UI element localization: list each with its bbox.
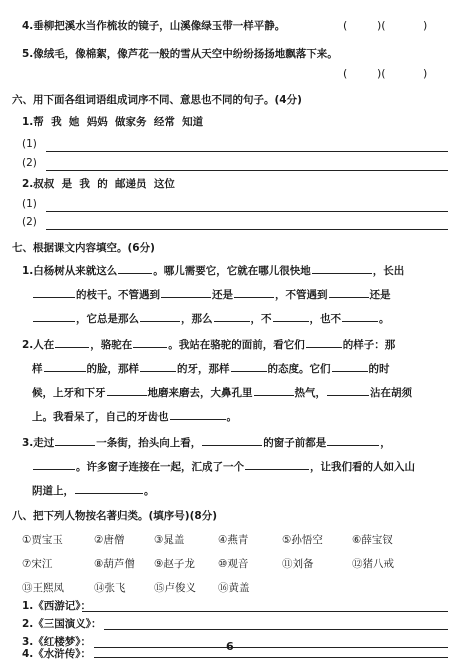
sec6-q1	[22, 114, 203, 129]
blank[interactable]	[33, 286, 75, 298]
text: 沾在胡须	[370, 387, 412, 399]
blank[interactable]	[33, 458, 75, 470]
char-11: ⑪刘备	[282, 558, 314, 570]
blank[interactable]	[55, 434, 95, 446]
item-text: 像绒毛，像棉絮，像芦花一般的雪从天空中纷纷扬扬地飘落下来。	[33, 48, 338, 60]
sec7-q1-line3	[32, 310, 390, 326]
sec5-item-4	[22, 18, 285, 33]
answer-line[interactable]	[94, 657, 448, 658]
text: ，不	[250, 313, 272, 325]
q-number: 1.	[22, 116, 34, 128]
blank-label-1: (1)	[22, 138, 37, 150]
text: 。哪儿需要它，它就在哪儿很快地	[153, 265, 311, 277]
paren-close: )	[423, 67, 428, 80]
text: 一条街，抬头向上看，	[96, 437, 202, 449]
text: 还是	[369, 289, 391, 301]
item-number: 5.	[22, 48, 34, 60]
blank-label-2: (2)	[22, 157, 37, 169]
sec7-q3-line2	[32, 458, 415, 474]
sec7-q1-line2	[32, 286, 391, 302]
text: 的时	[368, 363, 390, 375]
sec7-q1-line1	[22, 262, 404, 278]
answer-line[interactable]	[46, 211, 448, 212]
text: ，不管遇到	[275, 289, 328, 301]
paren-mid: )(	[377, 67, 386, 80]
text: 的枝干。不管遇到	[76, 289, 160, 301]
char-8: ⑧葫芦僧	[94, 558, 135, 570]
blank[interactable]	[118, 262, 152, 274]
blank[interactable]	[170, 408, 226, 420]
text: 。	[144, 485, 155, 497]
char-3: ③晁盖	[154, 534, 185, 546]
text: ，骆驼在	[90, 339, 133, 351]
blank[interactable]	[245, 458, 309, 470]
answer-line[interactable]	[46, 170, 448, 171]
blank[interactable]	[329, 286, 369, 298]
page-number: 6	[226, 640, 234, 653]
blank[interactable]	[133, 336, 167, 348]
blank[interactable]	[107, 384, 147, 396]
blank[interactable]	[234, 286, 274, 298]
text: 地磨来磨去，大鼻孔里	[147, 387, 253, 399]
char-5: ⑤孙悟空	[282, 534, 323, 546]
blank[interactable]	[140, 310, 180, 322]
answer-line[interactable]	[46, 229, 448, 230]
q-words: 帮 我 她 妈妈 做家务 经常 知道	[33, 116, 204, 128]
text: 1.白杨树从来就这么	[22, 265, 118, 277]
text: 候，上牙和下牙	[32, 387, 106, 399]
blank[interactable]	[214, 310, 250, 322]
text: 2.人在	[22, 339, 55, 351]
sec7-q2-line1	[22, 336, 395, 352]
blank[interactable]	[342, 310, 378, 322]
q-words: 叔叔 是 我 的 邮递员 这位	[33, 178, 175, 190]
text: ，长出	[372, 265, 405, 277]
blank[interactable]	[33, 310, 75, 322]
text: 。我站在骆驼的面前，看它们	[168, 339, 305, 351]
blank[interactable]	[327, 434, 379, 446]
text: 上。我看呆了，自己的牙齿也	[32, 411, 169, 423]
blank[interactable]	[254, 384, 294, 396]
text: ，让我们看的人如入山	[310, 461, 415, 473]
text: 的窗子前都是	[263, 437, 327, 449]
char-4: ④燕青	[218, 534, 249, 546]
sec8-title: 八、把下列人物按名著归类。(填序号)(8分)	[12, 510, 218, 522]
book-label-3: 3.《红楼梦》：	[22, 636, 92, 648]
answer-line[interactable]	[104, 629, 448, 630]
blank[interactable]	[306, 336, 342, 348]
sec7-q2-line3	[32, 384, 412, 400]
char-13: ⑬王熙凤	[22, 582, 64, 594]
char-12: ⑫猪八戒	[352, 558, 394, 570]
blank[interactable]	[202, 434, 262, 446]
char-2: ②唐僧	[94, 534, 125, 546]
answer-line[interactable]	[82, 611, 448, 612]
blank[interactable]	[273, 310, 309, 322]
paren-mid: )(	[377, 19, 386, 32]
q-number: 2.	[22, 178, 34, 190]
text: 的态度。它们	[267, 363, 331, 375]
paren-open: (	[343, 67, 348, 80]
answer-line[interactable]	[46, 151, 448, 152]
blank[interactable]	[44, 360, 86, 372]
blank-label-2: (2)	[22, 216, 37, 228]
sec6-title: 六、用下面各组词语组成词序不同、意思也不同的句子。(4分)	[12, 94, 302, 106]
blank[interactable]	[327, 384, 369, 396]
text: 。许多窗子连接在一起，汇成了一个	[76, 461, 244, 473]
text: 3.走过	[22, 437, 55, 449]
blank[interactable]	[161, 286, 211, 298]
blank[interactable]	[140, 360, 176, 372]
char-14: ⑭张飞	[94, 582, 126, 594]
answer-line[interactable]	[94, 647, 448, 648]
blank[interactable]	[55, 336, 89, 348]
book-label-1: 1.《西游记》：	[22, 600, 92, 612]
blank[interactable]	[312, 262, 372, 274]
text: ，	[380, 437, 391, 449]
paren-close: )	[423, 19, 428, 32]
sec7-q3-line3	[32, 482, 155, 498]
char-10: ⑩观音	[218, 558, 249, 570]
text: 的脸，那样	[86, 363, 139, 375]
text: 。	[226, 411, 237, 423]
blank[interactable]	[332, 360, 368, 372]
char-7: ⑦宋江	[22, 558, 53, 570]
sec7-q2-line2	[32, 360, 390, 376]
text: 阴道上，	[32, 485, 74, 497]
text: ，它总是那么	[76, 313, 139, 325]
sec7-title: 七、根据课文内容填空。(6分)	[12, 242, 155, 254]
char-9: ⑨赵子龙	[154, 558, 195, 570]
char-6: ⑥薛宝钗	[352, 534, 393, 546]
book-label-2: 2.《三国演义》：	[22, 618, 102, 630]
text: ，那么	[181, 313, 213, 325]
sec7-q2-line4	[32, 408, 237, 424]
text: 样	[32, 363, 43, 375]
char-15: ⑮卢俊义	[154, 582, 196, 594]
text: 热气，	[294, 387, 326, 399]
item-text: 垂柳把溪水当作梳妆的镜子，山溪像绿玉带一样平静。	[33, 20, 286, 32]
text: 的样子：那	[342, 339, 396, 351]
text: 。	[379, 313, 390, 325]
blank[interactable]	[75, 482, 143, 494]
item-number: 4.	[22, 20, 34, 32]
text: ，也不	[309, 313, 341, 325]
text: 的牙，那样	[177, 363, 230, 375]
text: 还是	[212, 289, 233, 301]
char-1: ①贾宝玉	[22, 534, 63, 546]
char-16: ⑯黄盖	[218, 582, 250, 594]
blank-label-1: (1)	[22, 198, 37, 210]
paren-open: (	[343, 19, 348, 32]
book-label-4: 4.《水浒传》：	[22, 648, 92, 660]
sec7-q3-line1	[22, 434, 391, 450]
sec6-q2	[22, 176, 175, 191]
blank[interactable]	[231, 360, 267, 372]
sec5-item-5	[22, 46, 338, 61]
